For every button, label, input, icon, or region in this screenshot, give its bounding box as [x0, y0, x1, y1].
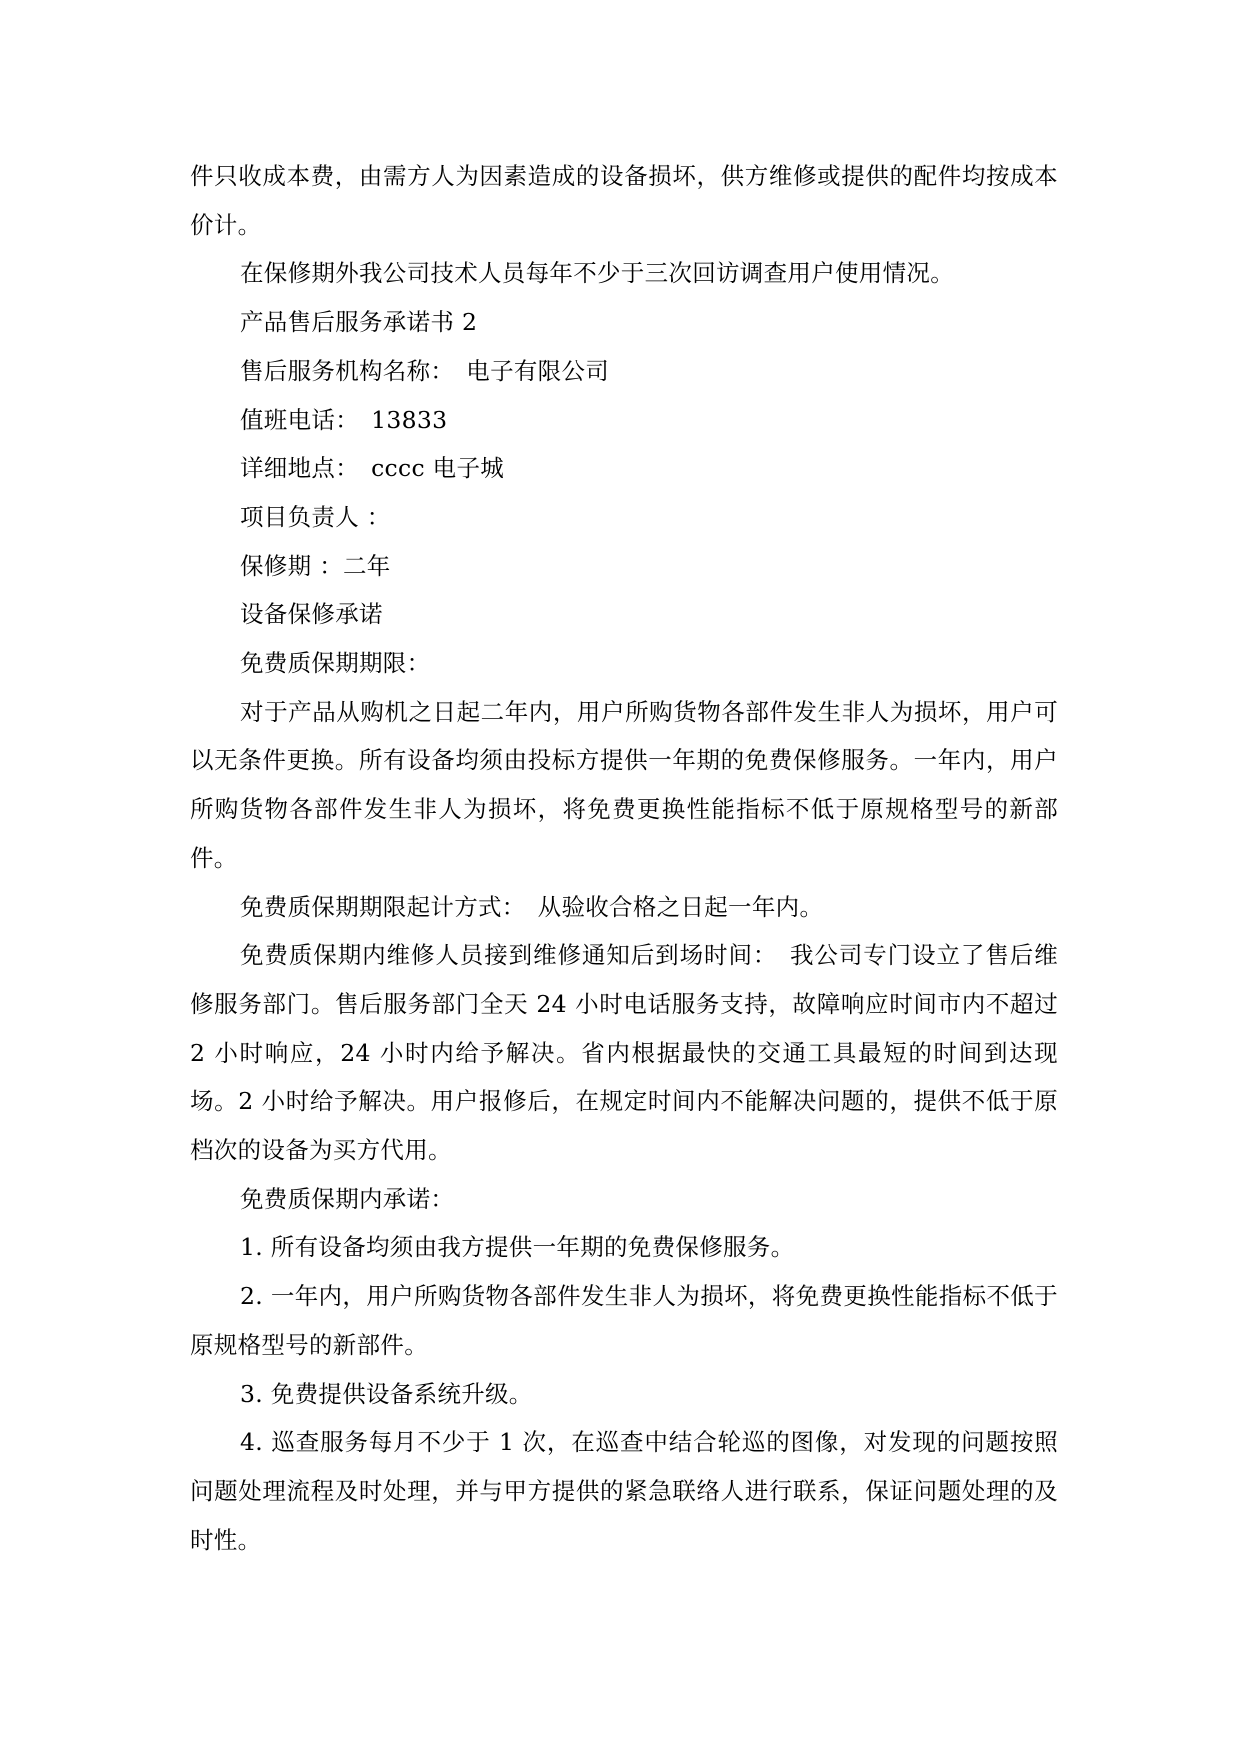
field-org-name-value: 电子有限公司 — [466, 356, 610, 385]
field-phone-value: 13833 — [371, 405, 448, 434]
paragraph-response-time: 免费质保期内维修人员接到维修通知后到场时间： 我公司专门设立了售后维修服务部门。售后服务部门全天 24 小时电话服务支持，故障响应时间市内不超过 2 小时响应，24 小时内给予解决。省内根据最快的交通工具最短的时间到达现场。2 小时给予解决。用户报修后，在规定时间内不能解决问题的，提供不低于原档次的设备为买方代用。 — [190, 941, 1058, 1165]
field-address — [190, 444, 1058, 493]
field-manager-value: ： — [366, 502, 391, 531]
heading-free-warranty-period: 免费质保期期限： — [240, 649, 431, 678]
field-manager-label: 项目负责人 — [240, 502, 359, 531]
field-warranty-value: ：二年 — [319, 551, 391, 580]
field-warranty-label: 保修期 — [240, 551, 312, 580]
field-phone-label: 值班电话： — [240, 405, 348, 434]
field-warranty — [190, 542, 1058, 591]
paragraph-return-visit: 在保修期外我公司技术人员每年不少于三次回访调查用户使用情况。 — [240, 259, 954, 288]
list-item-1: 1. 所有设备均须由我方提供一年期的免费保修服务。 — [240, 1233, 795, 1262]
field-address-label: 详细地点： — [240, 454, 348, 483]
field-address-value: cccc 电子城 — [371, 454, 505, 483]
paragraph-cost-terms: 件只收成本费，由需方人为因素造成的设备损坏，供方维修或提供的配件均按成本价计。 — [190, 162, 1058, 239]
document-page — [190, 152, 1058, 1564]
field-org-name-label: 售后服务机构名称： — [240, 356, 443, 385]
heading-equipment-warranty: 设备保修承诺 — [240, 600, 383, 629]
list-item-2: 2. 一年内，用户所购货物各部件发生非人为损坏，将免费更换性能指标不低于原规格型号的新部件。 — [190, 1282, 1058, 1359]
list-item-3: 3. 免费提供设备系统升级。 — [240, 1379, 533, 1408]
section-title-commitment-2: 产品售后服务承诺书 2 — [240, 308, 478, 337]
field-org-name — [190, 347, 1058, 396]
paragraph-warranty-start: 免费质保期期限起计方式： 从验收合格之日起一年内。 — [240, 892, 824, 921]
heading-free-warranty-commitments: 免费质保期内承诺： — [240, 1184, 455, 1213]
field-phone — [190, 396, 1058, 445]
field-manager — [190, 493, 1058, 542]
list-item-4: 4. 巡查服务每月不少于 1 次，在巡查中结合轮巡的图像，对发现的问题按照问题处理流程及时处理，并与甲方提供的紧急联络人进行联系，保证问题处理的及时性。 — [190, 1428, 1058, 1554]
paragraph-replacement-terms: 对于产品从购机之日起二年内，用户所购货物各部件发生非人为损坏，用户可以无条件更换。所有设备均须由投标方提供一年期的免费保修服务。一年内，用户所购货物各部件发生非人为损坏，将免费更换性能指标不低于原规格型号的新部件。 — [190, 697, 1058, 872]
